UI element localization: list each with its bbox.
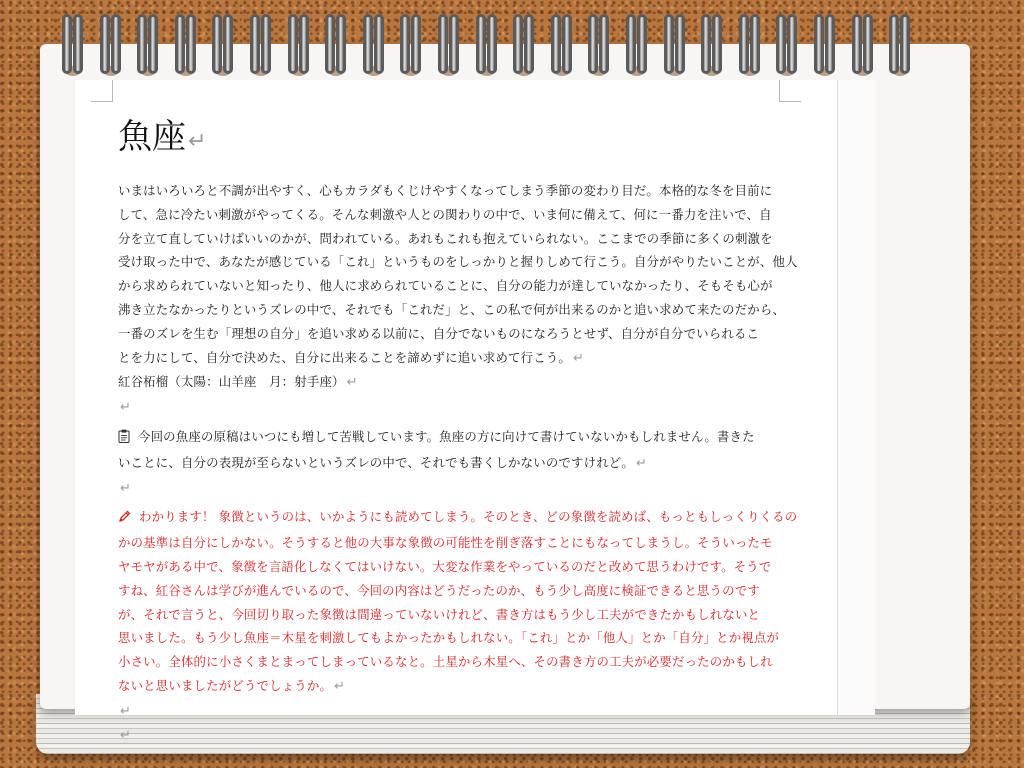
- binding-ring: [513, 14, 535, 84]
- binding-ring: [400, 14, 422, 84]
- text-line: かの基準は自分にしかない。そうすると他の大事な象徴の可能性を削ぎ落すことにもなってしまうし。そういったモ: [118, 535, 773, 551]
- paragraph-mark: ↵: [120, 703, 132, 719]
- empty-line: [118, 723, 798, 747]
- paragraph-mark: ↵: [635, 455, 648, 471]
- paragraph-mark: ↵: [120, 480, 132, 496]
- binding-ring: [551, 14, 573, 84]
- binding-ring: [438, 14, 460, 84]
- empty-line: [118, 395, 798, 419]
- binding-ring: [701, 14, 723, 84]
- editor-reply: [118, 505, 798, 698]
- text-line: すね、紅谷さんは学びが進んでいるので、今回の内容はどうだったのか、もう少し高度に検証できると思うのです: [118, 582, 760, 598]
- text-line: とを力にして、自分で決めた、自分に出来ることを諦めずに追い求めて行こう。 ↵: [118, 349, 585, 366]
- binding-ring: [137, 14, 159, 84]
- binding-ring: [476, 14, 498, 84]
- document-content[interactable]: [118, 112, 798, 746]
- text-line: から求められていないと知ったり、他人に求められていることに、自分の能力が達していなかったり、そもそも心が: [118, 278, 773, 294]
- text-line: いまはいろいろと不調が出やすく、心もカラダもくじけやすくなってしまう季節の変わり目だ。本格的な冬を目前に: [118, 183, 773, 198]
- text-line: ヤモヤがある中で、象徴を言語化しなくてはいけない。大変な作業をやっているのだと改めて思うわけです。そうで: [118, 558, 772, 574]
- paragraph-mark: ↵: [334, 678, 346, 694]
- text-line: 今回の魚座の原稿はいつにも増して苦戦しています。魚座の方に向けて書けていないかもしれません。書きた: [118, 425, 798, 451]
- text-line: 思いました。もう少し魚座＝木星を刺激してもよかったかもしれない。「これ」とか「他人」とか「自分」とか視点が: [118, 630, 780, 646]
- binding-ring: [212, 14, 234, 84]
- binding-ring: [100, 14, 122, 84]
- crop-mark-top-left: [91, 80, 113, 102]
- binding-ring: [363, 14, 385, 84]
- text-line: 受け取った中で、あなたが感じている「これ」というものをしっかりと握りしめて行こう。自分がやりたいことが、他人: [118, 254, 798, 270]
- paragraph-mark: ↵: [120, 727, 132, 743]
- binding-ring: [588, 14, 610, 84]
- binding-ring: [814, 14, 836, 84]
- spiral-binding: [62, 14, 942, 84]
- binding-ring: [288, 14, 310, 84]
- binding-ring: [739, 14, 761, 84]
- binding-ring: [250, 14, 272, 84]
- text-line: して、急に冷たい刺激がやってくる。そんな刺激や人との関わりの中で、いま何に備えて、何に一番力を注いで、自: [118, 206, 772, 222]
- binding-ring: [776, 14, 798, 84]
- text-line: 分を立て直していけばいいのかが、問われている。あれもこれも抱えていられない。ここまでの季節に多くの刺激を: [118, 230, 773, 246]
- binding-ring: [889, 14, 911, 84]
- paragraph-mark: ↵: [573, 350, 585, 366]
- crop-mark-top-right: [779, 80, 801, 102]
- text-line: 小さい。全体的に小さくまとまってしまっているなと。土星から木星へ、その書き方の工夫が必要だったのかもしれ: [118, 654, 773, 670]
- text-line: ないと思いましたがどうでしょうか。 ↵: [118, 677, 346, 694]
- main-paragraph: [118, 179, 798, 425]
- text-line: わかります！ 象徴というのは、いかようにも読めてしまう。そのとき、どの象徴を読めば、もっともしっくりくるの: [118, 505, 798, 531]
- text-line: 沸き立たなかったりというズレの中で、それでも「これだ」と、この私で何が出来るのかと追い求めて来たのだから、: [118, 301, 786, 317]
- binding-ring: [62, 14, 84, 84]
- author-line: 紅谷柘榴（太陽：山羊座 月：射手座） ↵: [118, 374, 358, 391]
- binding-ring: [175, 14, 197, 84]
- empty-line: [118, 699, 798, 723]
- pencil-icon: [118, 507, 131, 531]
- binding-ring: [852, 14, 874, 84]
- author-note: [118, 425, 798, 505]
- document-right-margin: [837, 80, 875, 715]
- paragraph-mark: ↵: [346, 375, 358, 391]
- document-page[interactable]: [75, 80, 837, 743]
- text-line: が、それで言うと、今回切り取った象徴は間違っていないけれど、書き方はもう少し工夫ができたかもしれないと: [118, 606, 761, 622]
- text-line: 一番のズレを生む「理想の自分」を追い求める以前に、自分でないものになろうとせず、自分が自分でいられるこ: [118, 325, 760, 341]
- paragraph-mark: ↵: [188, 129, 207, 154]
- empty-line: [118, 476, 798, 500]
- binding-ring: [325, 14, 347, 84]
- binding-ring: [664, 14, 686, 84]
- binding-ring: [626, 14, 648, 84]
- paragraph-mark: ↵: [120, 400, 132, 416]
- text-line: いことに、自分の表現が至らないというズレの中で、それでも書くしかないのですけれど。 ↵: [118, 454, 648, 471]
- clipboard-icon: [118, 427, 130, 451]
- document-title: 魚座↵: [118, 117, 207, 157]
